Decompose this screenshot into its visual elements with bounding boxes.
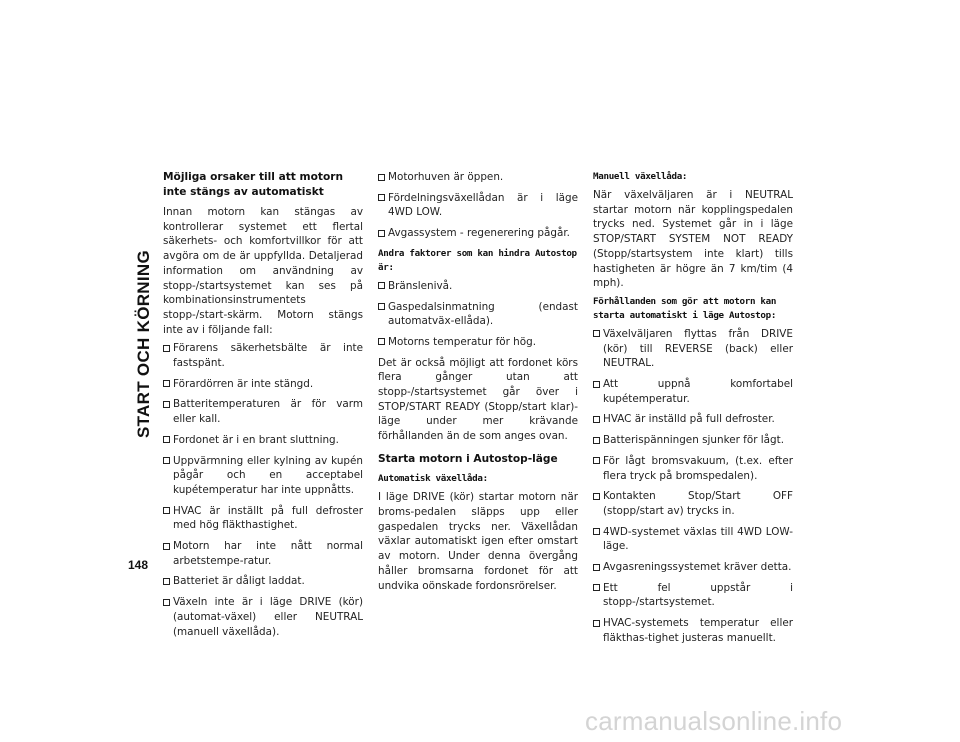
list-item: Fördelningsväxellådan är i läge 4WD LOW. <box>378 191 578 220</box>
heading-other-factors: Andra faktorer som kan hindra Autostop är: <box>378 247 577 273</box>
checkbox-square-icon <box>593 457 600 464</box>
checkbox-square-icon <box>378 194 385 201</box>
stop-start-paragraph: Det är också möjligt att fordonet körs flera gånger utan att stopp-/startsystemet går över i STOP/START READY (Stopp/start klar)-läge under mer krävande förhållanden än de som anges ovan. <box>378 356 578 443</box>
checkbox-square-icon <box>163 543 170 550</box>
list-item: Förarens säkerhetsbälte är inte fastspänt. <box>163 341 363 370</box>
checkbox-square-icon <box>163 578 170 585</box>
heading-manual-transmission: Manuell växellåda: <box>593 171 688 182</box>
list-item: Kontakten Stop/Start OFF (stopp/start av) trycks in. <box>593 489 793 518</box>
checkbox-square-icon <box>593 416 600 423</box>
conditions-list <box>163 341 363 639</box>
checkbox-square-icon <box>593 564 600 571</box>
column-3 <box>593 170 793 652</box>
list-item: Avgasreningssystemet kräver detta. <box>593 560 793 575</box>
column-2 <box>378 170 578 597</box>
checkbox-square-icon <box>163 401 170 408</box>
intro-paragraph: Innan motorn kan stängas av kontrollerar systemet ett flertal säkerhets- och komfortvillkor för att avgöra om de är uppfyllda. Detaljerad information om användning av stopp-/startsystemet kan ses på kombinationsinstrumentets stopp-/start-skärm. Motorn stängs inte av i följande fall: <box>163 206 363 336</box>
list-item: Batteriet är dåligt laddat. <box>163 574 363 589</box>
list-item: Växeln inte är i läge DRIVE (kör) (automat-växel) eller NEUTRAL (manuell växellåda). <box>163 595 363 639</box>
list-item: Motorns temperatur för hög. <box>378 335 578 350</box>
list-item: Ett fel uppstår i stopp-/startsystemet. <box>593 581 793 610</box>
list-item: Motorn har inte nått normal arbetstempe-ratur. <box>163 539 363 568</box>
other-factors-list <box>378 279 578 350</box>
list-item: Batterispänningen sjunker för lågt. <box>593 433 793 448</box>
checkbox-square-icon <box>593 330 600 337</box>
heading-automatic-transmission: Automatisk växellåda: <box>378 473 488 485</box>
list-item: För lågt bromsvakuum, (t.ex. efter flera tryck på bromspedalen). <box>593 454 793 483</box>
checkbox-square-icon <box>378 303 385 310</box>
checkbox-square-icon <box>163 380 170 387</box>
checkbox-square-icon <box>593 620 600 627</box>
heading-start-in-autostop: Starta motorn i Autostop-läge <box>378 452 558 465</box>
checkbox-square-icon <box>163 436 170 443</box>
checkbox-square-icon <box>163 345 170 352</box>
column-1 <box>163 170 363 645</box>
checkbox-square-icon <box>593 584 600 591</box>
heading-auto-start-conditions: Förhållanden som gör att motorn kan starta automatiskt i läge Autostop: <box>593 295 777 321</box>
list-item: Fordonet är i en brant sluttning. <box>163 433 363 448</box>
checkbox-square-icon <box>378 282 385 289</box>
manual-transmission-paragraph: När växelväljaren är i NEUTRAL startar motorn när kopplingspedalen trycks ned. Systemet går in i läge STOP/START SYSTEM NOT READY (Stopp/startsystem inte klart) tills hastigheten är högre än 7 km/tim (4 mph). <box>593 189 793 290</box>
list-item: HVAC-systemets temperatur eller fläkthas-tighet justeras manuellt. <box>593 616 793 645</box>
automatic-transmission-paragraph: I läge DRIVE (kör) startar motorn när broms-pedalen släpps upp eller gaspedalen trycks ner. Växellådan växlar automatiskt igen efter omstart av motorn. Under denna övergång håller bromsarna fordonet för att undvika oönskade fordonsrörelser. <box>378 491 578 592</box>
checkbox-square-icon <box>378 174 385 181</box>
checkbox-square-icon <box>378 230 385 237</box>
checkbox-square-icon <box>163 507 170 514</box>
checkbox-square-icon <box>593 493 600 500</box>
list-item: Gaspedalsinmatning (endast automatväx-ellåda). <box>378 300 578 329</box>
checkbox-square-icon <box>163 599 170 606</box>
list-item: Att uppnå komfortabel kupétemperatur. <box>593 377 793 406</box>
heading-auto-stop-reasons: Möjliga orsaker till att motorn inte stängs av automatiskt <box>163 171 343 198</box>
checkbox-square-icon <box>593 528 600 535</box>
conditions-list-continued <box>378 170 578 241</box>
list-item: Uppvärmning eller kylning av kupén pågår och en acceptabel kupétemperatur har inte uppnåtts. <box>163 454 363 498</box>
list-item: Bränslenivå. <box>378 279 578 294</box>
side-section-title <box>124 176 164 512</box>
auto-start-conditions-list <box>593 327 793 646</box>
list-item: HVAC är inställt på full defroster med hög fläkthastighet. <box>163 504 363 533</box>
list-item: Batteritemperaturen är för varm eller kall. <box>163 397 363 426</box>
side-section-title-text: START OCH KÖRNING <box>134 250 153 438</box>
list-item: Avgassystem - regenerering pågår. <box>378 226 578 241</box>
list-item: HVAC är inställd på full defroster. <box>593 412 793 427</box>
list-item: 4WD-systemet växlas till 4WD LOW-läge. <box>593 525 793 554</box>
checkbox-square-icon <box>163 457 170 464</box>
checkbox-square-icon <box>593 381 600 388</box>
list-item: Förardörren är inte stängd. <box>163 377 363 392</box>
page-number: 148 <box>128 558 149 572</box>
checkbox-square-icon <box>593 437 600 444</box>
checkbox-square-icon <box>378 338 385 345</box>
list-item: Motorhuven är öppen. <box>378 170 578 185</box>
list-item: Växelväljaren flyttas från DRIVE (kör) till REVERSE (back) eller NEUTRAL. <box>593 327 793 371</box>
watermark-text: carmanualsonline.info <box>585 706 843 736</box>
